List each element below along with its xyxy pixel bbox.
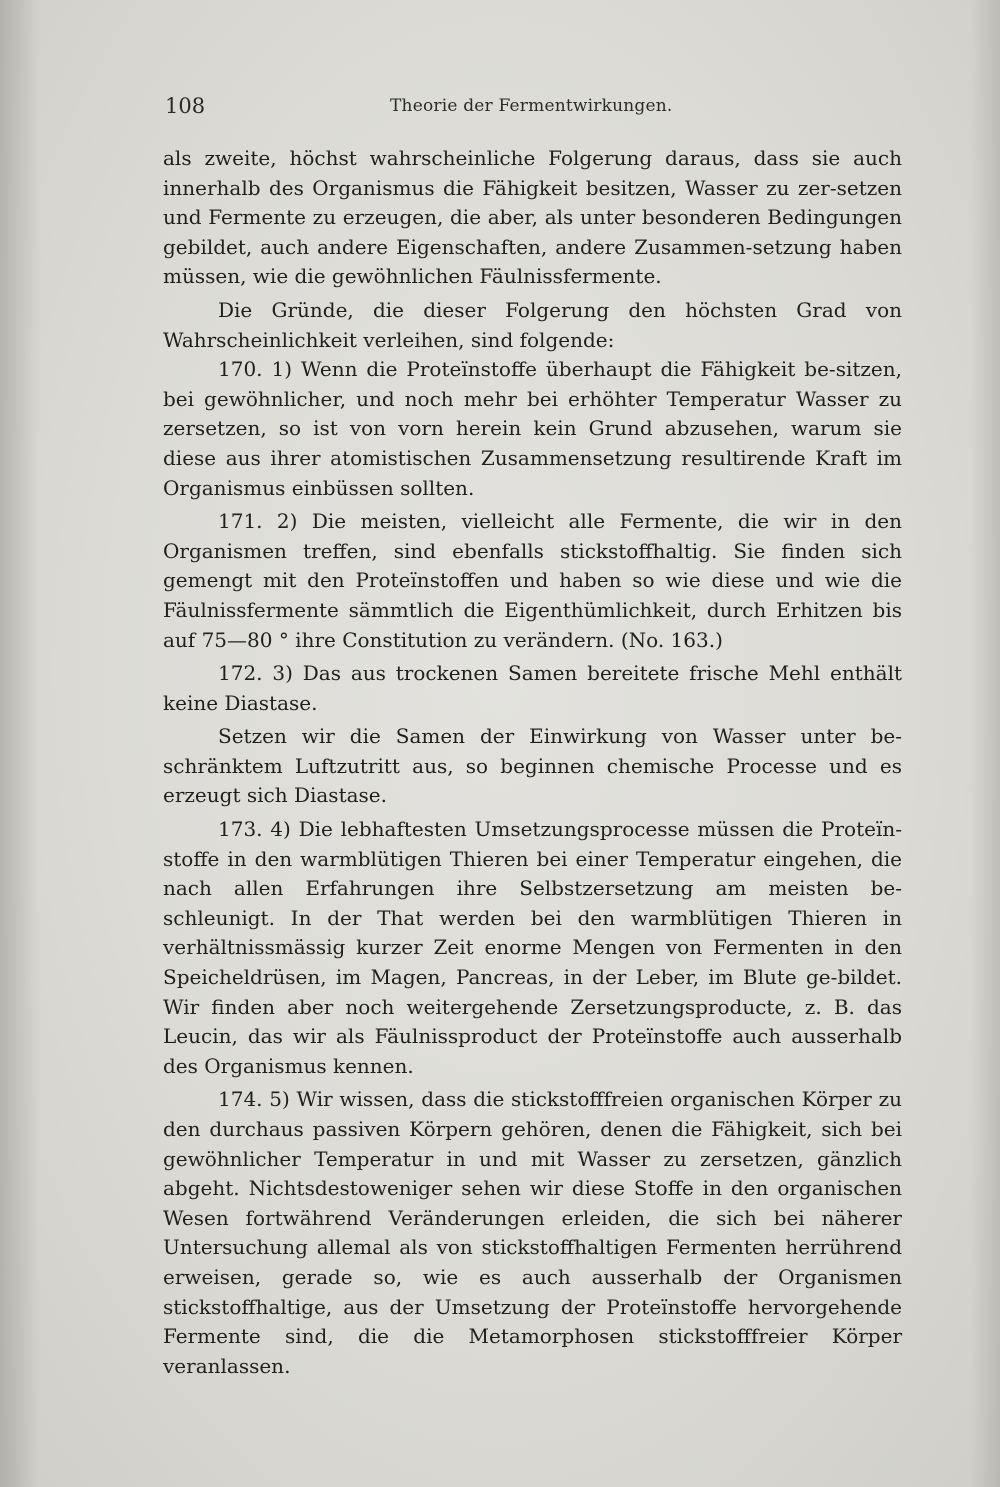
paragraph-172-continued xyxy=(163,722,902,811)
paragraph-text: 5) Wir wissen, dass die stickstofffreien organischen Körper zu den durchaus passiven Körpern gehören, denen die Fähigkeit, sich bei gewöhnlicher Temperatur in und mit Wasser zu zersetzen, gänzlich abgeht. Nichtsdestoweniger sehen wir diese Stoffe in den organischen Wesen fortwährend Veränderungen erleiden, die sich bei näherer Untersuchung allemal als von stickstoffhaltigen Fermenten herrührend erweisen, gerade so, wie es auch ausserhalb der Organismen stickstoffhaltige, aus der Umsetzung der Proteïnstoffe hervorgehende Fermente sind, die die Metamorphosen stickstofffreier Körper veranlassen. xyxy=(163,1087,902,1378)
page-number: 108 xyxy=(165,94,206,118)
page-header xyxy=(165,94,900,124)
paragraph-text: 4) Die lebhaftesten Umsetzungsprocesse müssen die Proteïn-stoffe in den warmblütigen Thieren bei einer Temperatur eingehen, die nach allen Erfahrungen ihre Selbstzersetzung am meisten be-schleunigt. In der That werden bei den warmblütigen Thieren in verhältnissmässig kurzer Zeit enorme Mengen von Fermenten in den Speicheldrüsen, im Magen, Pancreas, in der Leber, im Blute ge-bildet. Wir finden aber noch weitergehende Zersetzungsproducte, z. B. das Leucin, das wir als Fäulnissproduct der Proteïnstoffe auch ausserhalb des Organismus kennen. xyxy=(163,817,902,1078)
paragraph-number: 173. xyxy=(218,817,263,842)
paragraph-text: Setzen wir die Samen der Einwirkung von Wasser unter be-schränktem Luftzutritt aus, so beginnen chemische Processe und es erzeugt sich Diastase. xyxy=(163,724,902,808)
paragraph-number: 172. xyxy=(218,661,263,686)
paragraph-174 xyxy=(163,1085,902,1381)
running-title: Theorie der Fermentwirkungen. xyxy=(390,96,673,116)
paragraph-text: 2) Die meisten, vielleicht alle Fermente, die wir in den Organismen treffen, sind ebenfalls stickstoffhaltig. Sie finden sich gemengt mit den Proteïnstoffen und haben so wie diese und wie die Fäulnissfermente sämmtlich die Eigenthümlichkeit, durch Erhitzen bis auf 75—80 ° ihre Constitution zu verändern. (No. 163.) xyxy=(163,509,903,652)
body-text xyxy=(163,144,902,1381)
paragraph-173 xyxy=(163,815,902,1081)
paragraph-number: 170. xyxy=(218,357,263,382)
paragraph-number: 174. xyxy=(218,1087,263,1112)
paragraph-text: als zweite, höchst wahrscheinliche Folgerung daraus, dass sie auch innerhalb des Organismus die Fähigkeit besitzen, Wasser zu zer-setzen und Fermente zu erzeugen, die aber, als unter besonderen Bedingungen gebildet, auch andere Eigenschaften, andere Zusammen-setzung haben müssen, wie die gewöhnlichen Fäulnissfermente. xyxy=(163,146,902,289)
paragraph-172 xyxy=(163,659,902,718)
paragraph-text: 1) Wenn die Proteïnstoffe überhaupt die Fähigkeit be-sitzen, bei gewöhnlicher, und noch mehr bei erhöhter Temperatur Wasser zu zersetzen, so ist von vorn herein kein Grund abzusehen, warum sie diese aus ihrer atomistischen Zusammensetzung resultirende Kraft im Organismus einbüssen sollten. xyxy=(163,357,902,500)
paragraph-text: 3) Das aus trockenen Samen bereitete frische Mehl enthält keine Diastase. xyxy=(163,661,903,715)
paragraph-text: Die Gründe, die dieser Folgerung den höchsten Grad von Wahrscheinlichkeit verleihen, sind folgende: xyxy=(163,297,902,352)
paragraph-170 xyxy=(163,355,902,503)
paragraph-intro xyxy=(163,296,902,355)
paragraph-171 xyxy=(163,507,902,655)
paragraph-continuation xyxy=(163,144,902,292)
paragraph-number: 171. xyxy=(218,509,263,534)
